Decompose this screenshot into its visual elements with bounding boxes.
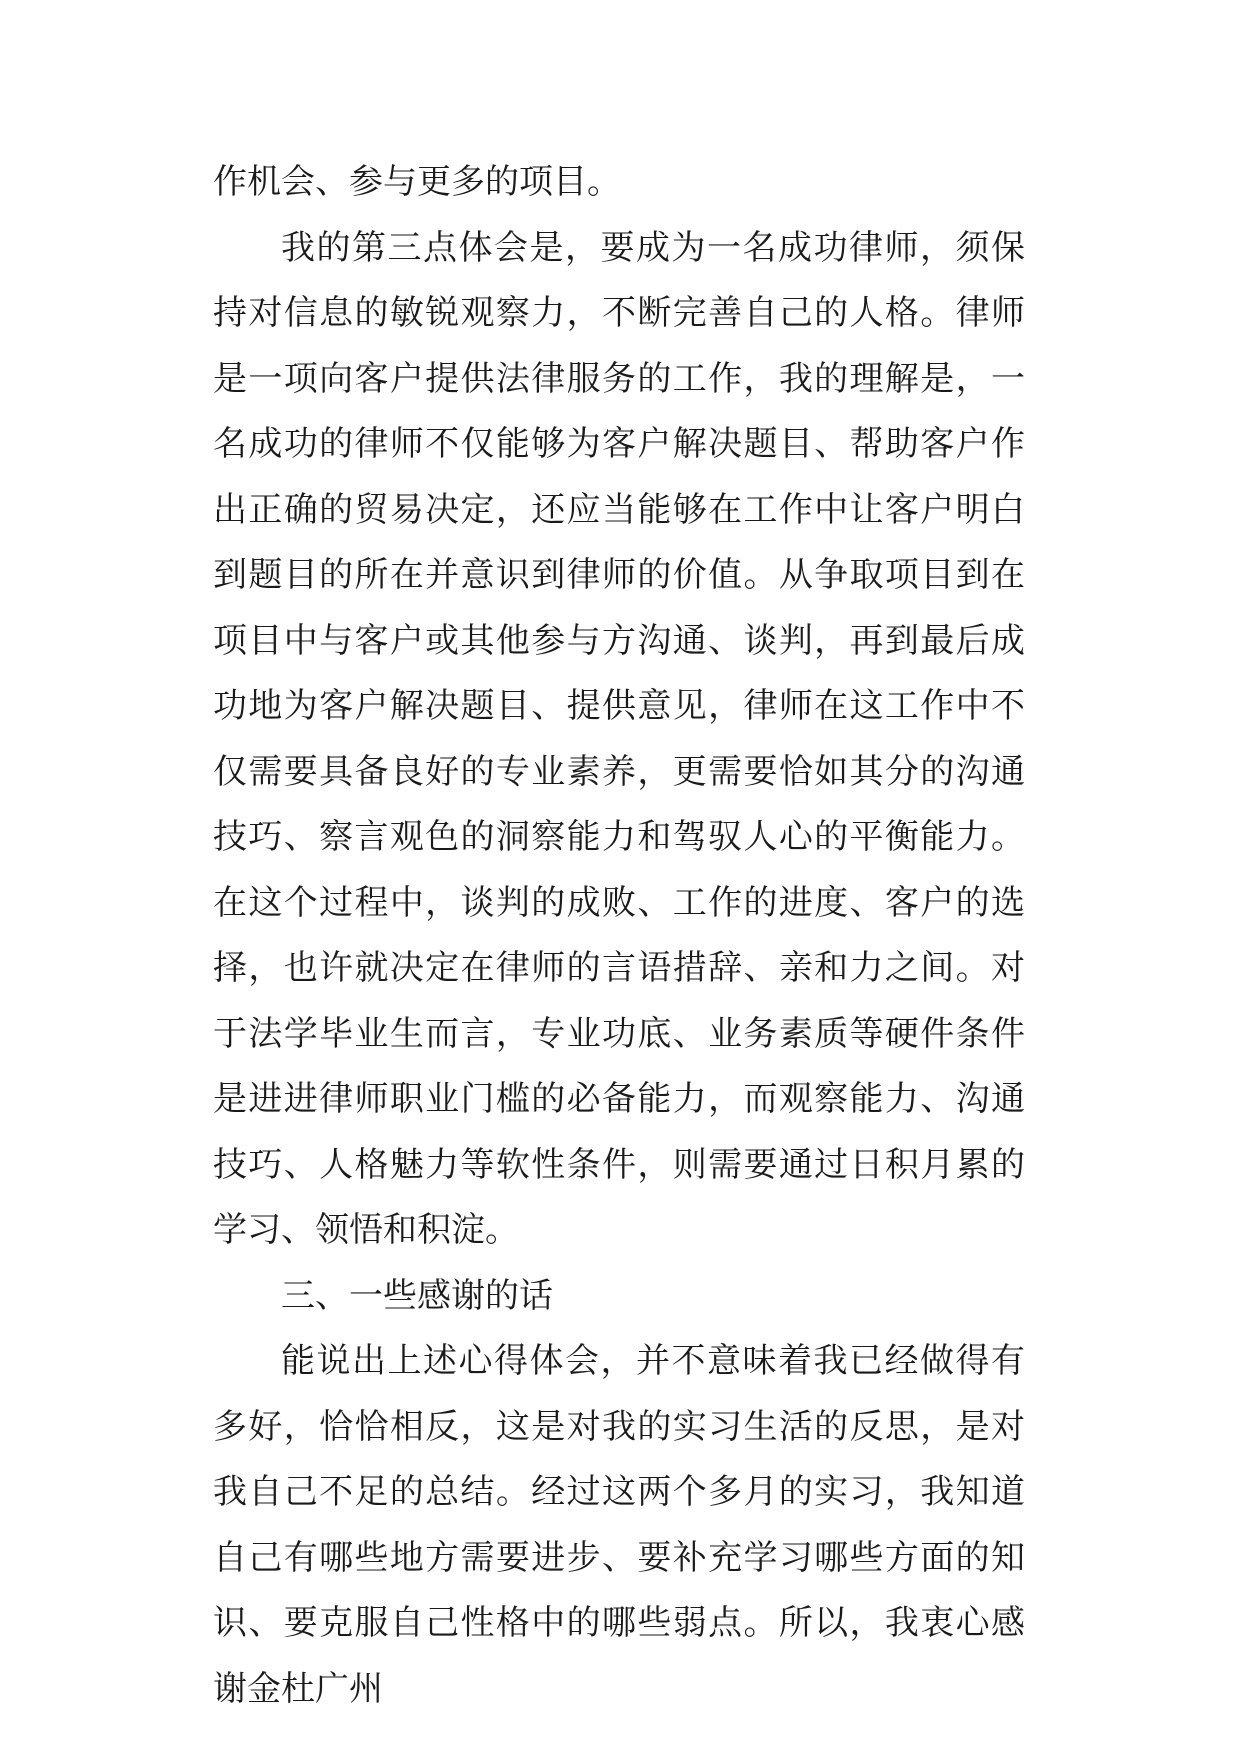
paragraph-third-insight: 我的第三点体会是，要成为一名成功律师，须保持对信息的敏锐观察力，不断完善自己的人格。律师是一项向客户提供法律服务的工作，我的理解是，一名成功的律师不仅能够为客户解决题目、帮助客户作出正确的贸易决定，还应当能够在工作中让客户明白到题目的所在并意识到律师的价值。从争取项目到在项目中与客户或其他参与方沟通、谈判，再到最后成功地为客户解决题目、提供意见，律师在这工作中不仅需要具备良好的专业素养，更需要恰如其分的沟通技巧、察言观色的洞察能力和驾驭人心的平衡能力。在这个过程中，谈判的成败、工作的进度、客户的选择，也许就决定在律师的言语措辞、亲和力之间。对于法学毕业生而言，专业功底、业务素质等硬件条件是进进律师职业门槛的必备能力，而观察能力、沟通技巧、人格魅力等软性条件，则需要通过日积月累的学习、领悟和积淀。	[213, 227, 1025, 1250]
section-heading-thanks: 三、一些感谢的话	[281, 1275, 553, 1316]
paragraph-thanks: 能说出上述心得体会，并不意味着我已经做得有多好，恰恰相反，这是对我的实习生活的反思，是对我自己不足的总结。经过这两个多月的实习，我知道自己有哪些地方需要进步、要补充学习哪些方面的知识、要克服自己性格中的哪些弱点。所以，我衷心感谢金杜广州	[213, 1341, 1025, 1709]
document-body	[213, 150, 1025, 1722]
paragraph-continuation: 作机会、参与更多的项目。	[213, 162, 621, 202]
